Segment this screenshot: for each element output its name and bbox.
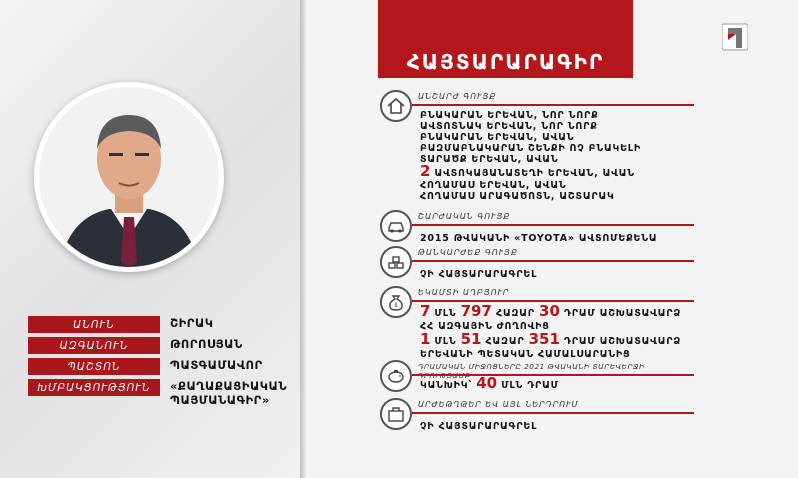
income-a-mln-word: ՄԼՆ	[434, 308, 457, 319]
income-line-b	[420, 332, 700, 349]
section-rule	[412, 224, 694, 226]
real-estate-line: ԲՆԱԿԱՐԱՆ ԵՐԵՎԱՆ, ԱՎԱՆ	[420, 132, 575, 143]
income-b-mln-word: ՄԼՆ	[434, 336, 457, 347]
real-estate-line: ՏԱՐԱԾՔ ԵՐԵՎԱՆ, ԱՎԱՆ	[420, 154, 559, 165]
section-title: ԹԱՆԿԱՐԺԵՔ ԳՈՒՅՔ	[418, 248, 518, 257]
info-row-name	[28, 316, 300, 337]
section-body: ՉԻ ՀԱՅՏԱՐԱՐԱԳՐԵԼ	[420, 421, 538, 432]
svg-text:$: $	[394, 302, 398, 309]
real-estate-line: ԱՎՏՈՏՆԱԿ ԵՐԵՎԱՆ, ՆՈՐ ՆՈՐՔ	[420, 121, 598, 132]
personal-info	[28, 316, 300, 411]
house-icon	[380, 90, 412, 122]
real-estate-line: ԲԱԶՄԱԲՆԱԿԱՐԱՆ ՇԵՆՔԻ ՈՉ ԲՆԱԿԵԼԻ	[420, 143, 642, 154]
section-rule	[412, 374, 694, 376]
section-title: ԵԿԱՄՏԻ ԱՂԲՅՈՒՐ	[418, 288, 510, 297]
info-row-position	[28, 358, 300, 379]
real-estate-line: ՀՈՂԱՄԱՍ ԱՐԱԳԱԾՈՏՆ, ԱՇՏԱՐԱԿ	[420, 191, 615, 202]
portrait-photo	[34, 82, 224, 272]
section-title: ԱՐԺԵԹՂԹԵՐ ԵՎ ԱՅԼ ՆԵՐԴՐՈՒՄ	[418, 400, 579, 409]
info-label: ԱՆՈՒՆ	[28, 316, 160, 333]
info-row-surname	[28, 337, 300, 358]
income-line-a	[420, 304, 700, 321]
section-title: ԴՐԱՄԱԿԱՆ ՄԻՋՈՑՆԵՐԸ 2021 ԹՎԱԿԱՆԻ ՏԱՐԵՎԵՐՋԻ	[418, 362, 645, 371]
info-label: ՊԱՇՏՈՆ	[28, 358, 160, 375]
income-a-rest: ԴՐԱՄ ԱՇԽԱՏԱՎԱՐՁ	[564, 308, 682, 319]
income-a-mln: 7	[420, 302, 431, 320]
info-label: ԽՄԲԱԿՑՈՒԹՅՈՒՆ	[28, 379, 160, 396]
section-body	[420, 374, 700, 392]
income-b-th-word: ՀԱԶԱՐ	[485, 336, 525, 347]
page-title: ՀԱՅՏԱՐԱՐԱԳԻՐ	[406, 50, 605, 74]
real-estate-line: ԲՆԱԿԱՐԱՆ ԵՐԵՎԱՆ, ՆՈՐ ՆՈՐՔ	[420, 110, 599, 121]
section-body	[420, 304, 700, 360]
info-row-faction	[28, 379, 300, 411]
section-body: ՉԻ ՀԱՅՏԱՐԱՐԱԳՐԵԼ	[420, 269, 538, 280]
cash-unit: ՄԼՆ ԴՐԱՄ	[501, 380, 559, 391]
info-value: ԹՈՐՈՍՅԱՆ	[170, 337, 243, 351]
info-value: ՊԱՏԳԱՄԱՎՈՐ	[170, 358, 263, 372]
section-rule	[412, 412, 694, 414]
cash-amount: 40	[476, 374, 498, 392]
info-value: ՇԻՐԱԿ	[170, 316, 214, 330]
income-a-th: 797	[460, 302, 492, 320]
gold-bars-icon	[380, 246, 412, 278]
section-body: 2015 ԹՎԱԿԱՆԻ «TOYOTA» ԱՎՏՈՄԵՔԵՆԱ	[420, 233, 658, 244]
income-b-rest: ԴՐԱՄ ԱՇԽԱՏԱՎԱՐՁ	[564, 336, 682, 347]
section-body	[420, 110, 700, 202]
money-bag-icon	[380, 286, 412, 318]
car-icon	[380, 210, 412, 242]
channel-logo-icon	[722, 22, 748, 52]
income-b-th: 51	[460, 330, 482, 348]
info-label: ԱԶԳԱՆՈՒՆ	[28, 337, 160, 354]
left-panel	[0, 0, 300, 478]
section-rule	[412, 260, 694, 262]
real-estate-count-text: ԱՎՏՈԿԱՅԱՆԱՏԵՂԻ ԵՐԵՎԱՆ, ԱՎԱՆ	[434, 168, 635, 179]
section-title: ՇԱՐԺԱԿԱՆ ԳՈՒՅՔ	[418, 212, 511, 221]
cash-label: ԿԱՆԽԻԿ՝	[420, 380, 473, 391]
income-b-source: ԵՐԵՎԱՆԻ ՊԵՏԱԿԱՆ ՀԱՄԱԼՍԱՐԱՆԻՑ	[420, 349, 631, 360]
section-rule	[412, 104, 694, 106]
real-estate-count-line	[420, 162, 700, 180]
section-title: ԱՆՇԱՐԺ ԳՈՒՅՔ	[418, 92, 497, 101]
income-a-th-word: ՀԱԶԱՐ	[495, 308, 535, 319]
briefcase-icon	[380, 398, 412, 430]
real-estate-count: 2	[420, 162, 431, 180]
income-b-mln: 1	[420, 330, 431, 348]
income-a-dr: 30	[539, 302, 560, 320]
real-estate-line: ՀՈՂԱՄԱՍ ԵՐԵՎԱՆ, ԱՎԱՆ	[420, 180, 567, 191]
portrait-illustration	[39, 87, 219, 267]
income-b-dr: 351	[528, 330, 560, 348]
income-a-source: ՀՀ ԱԶԳԱՅԻՆ ԺՈՂՈՎԻՑ	[420, 321, 550, 332]
info-value: «ՔԱՂԱՔԱՑԻԱԿԱՆ ՊԱՅՄԱՆԱԳԻՐ»	[170, 379, 288, 407]
piggy-bank-icon	[380, 360, 412, 392]
